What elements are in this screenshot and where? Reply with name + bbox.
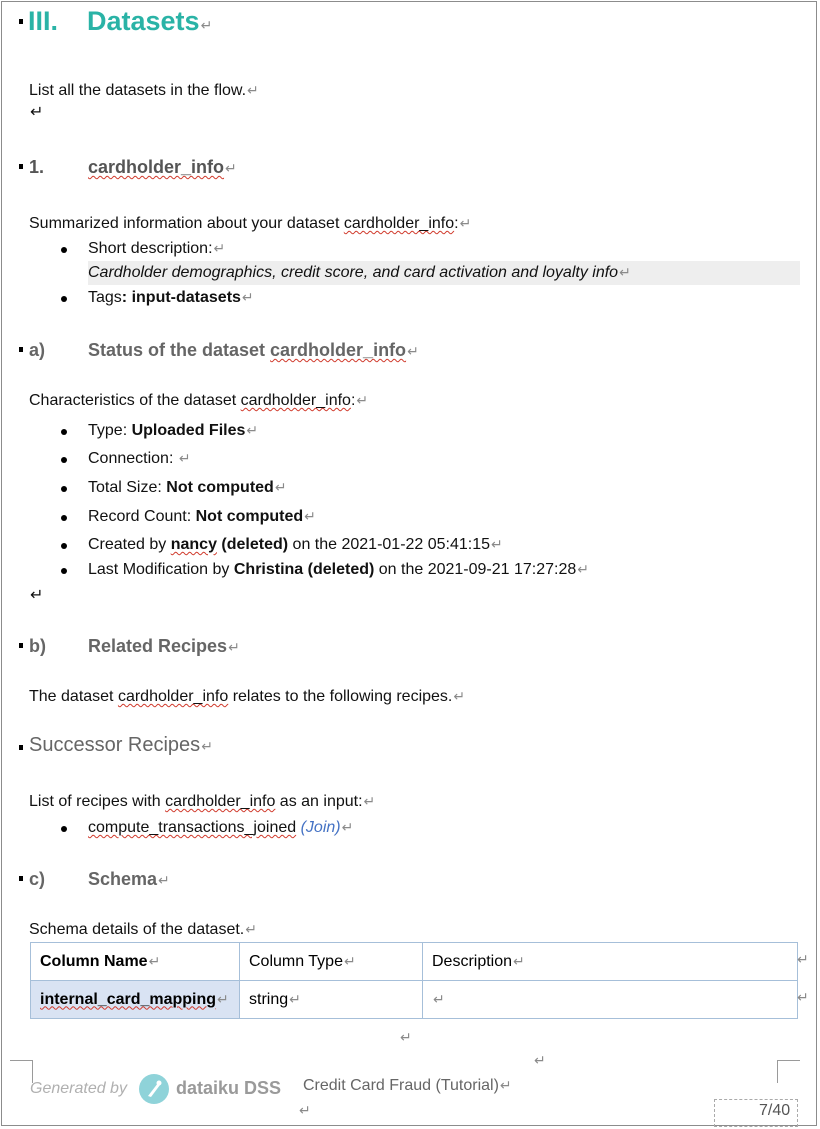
crop-mark xyxy=(777,1060,800,1083)
heading-marker xyxy=(19,347,23,352)
column-name-cell: internal_card_mapping↵ xyxy=(31,981,240,1019)
table-header-row xyxy=(31,943,798,981)
footer-paragraph-mark: ↵ xyxy=(299,1102,311,1118)
row-end-mark: ↵ xyxy=(797,989,809,1005)
list-item: Record Count: Not computed↵ xyxy=(88,508,316,526)
heading-marker xyxy=(19,643,23,648)
related-text: The dataset cardholder_info relates to the following recipes.↵ xyxy=(29,688,466,705)
section-heading: III. Datasets↵ xyxy=(28,6,213,36)
empty-paragraph: ↵ xyxy=(400,1029,412,1045)
recipe-type: (Join) xyxy=(300,819,341,836)
successor-heading: Successor Recipes↵ xyxy=(29,734,213,756)
dataset-name: cardholder_info xyxy=(88,157,225,177)
schema-heading: c) Schema↵ xyxy=(29,869,170,889)
heading-marker xyxy=(19,876,23,881)
heading-marker xyxy=(19,745,23,750)
successor-text: List of recipes with cardholder_info as an input:↵ xyxy=(29,793,376,810)
list-item: Short description:↵ xyxy=(88,240,225,258)
list-item: Connection: ↵ xyxy=(88,450,191,468)
dataiku-logo-text: dataiku DSS xyxy=(176,1078,282,1098)
schema-text: Schema details of the dataset.↵ xyxy=(29,921,257,938)
characteristics-text: Characteristics of the dataset cardholder_info:↵ xyxy=(29,392,369,409)
empty-paragraph: ↵ xyxy=(30,587,44,604)
row-end-mark: ↵ xyxy=(797,951,809,967)
table-row xyxy=(31,981,798,1019)
schema-table xyxy=(30,942,798,1019)
header-cell: Column Type↵ xyxy=(240,943,423,981)
empty-paragraph: ↵ xyxy=(30,104,44,121)
dataiku-logo-icon xyxy=(139,1074,169,1104)
status-heading: a) Status of the dataset cardholder_info↵ xyxy=(29,340,419,360)
summary-text: Summarized information about your dataset cardholder_info:↵ xyxy=(29,215,472,232)
header-cell: Column Name↵ xyxy=(31,943,240,981)
short-description: Cardholder demographics, credit score, and card activation and loyalty info↵ xyxy=(88,264,631,281)
tags-value: : input-datasets xyxy=(121,289,241,306)
list-item: Type: Uploaded Files↵ xyxy=(88,422,258,440)
list-item: Tags: input-datasets↵ xyxy=(88,289,254,307)
list-item: Total Size: Not computed↵ xyxy=(88,479,287,497)
generated-by-label: Generated by xyxy=(30,1080,127,1097)
description-cell: ↵ xyxy=(423,981,798,1019)
heading-marker xyxy=(19,164,23,169)
heading-marker xyxy=(19,19,23,24)
related-heading: b) Related Recipes↵ xyxy=(29,636,240,656)
list-item: compute_transactions_joined (Join)↵ xyxy=(88,819,353,837)
recipe-link[interactable]: compute_transactions_joined xyxy=(88,819,297,836)
column-type-cell: string↵ xyxy=(240,981,423,1019)
document-title: Credit Card Fraud (Tutorial)↵ xyxy=(303,1077,512,1094)
intro-text: List all the datasets in the flow.↵ xyxy=(29,82,259,99)
page-number: 7/40 xyxy=(759,1102,791,1119)
dataset-heading: 1. cardholder_info↵ xyxy=(29,157,237,177)
header-paragraph-mark: ↵ xyxy=(534,1052,546,1068)
list-item: Last Modification by Christina (deleted) on the 2021-09-21 17:27:28↵ xyxy=(88,561,589,579)
list-item: Created by nancy (deleted) on the 2021-01-22 05:41:15↵ xyxy=(88,536,503,554)
document-page xyxy=(1,1,817,1126)
header-cell: Description↵ xyxy=(423,943,798,981)
section-title: Datasets xyxy=(87,6,200,36)
